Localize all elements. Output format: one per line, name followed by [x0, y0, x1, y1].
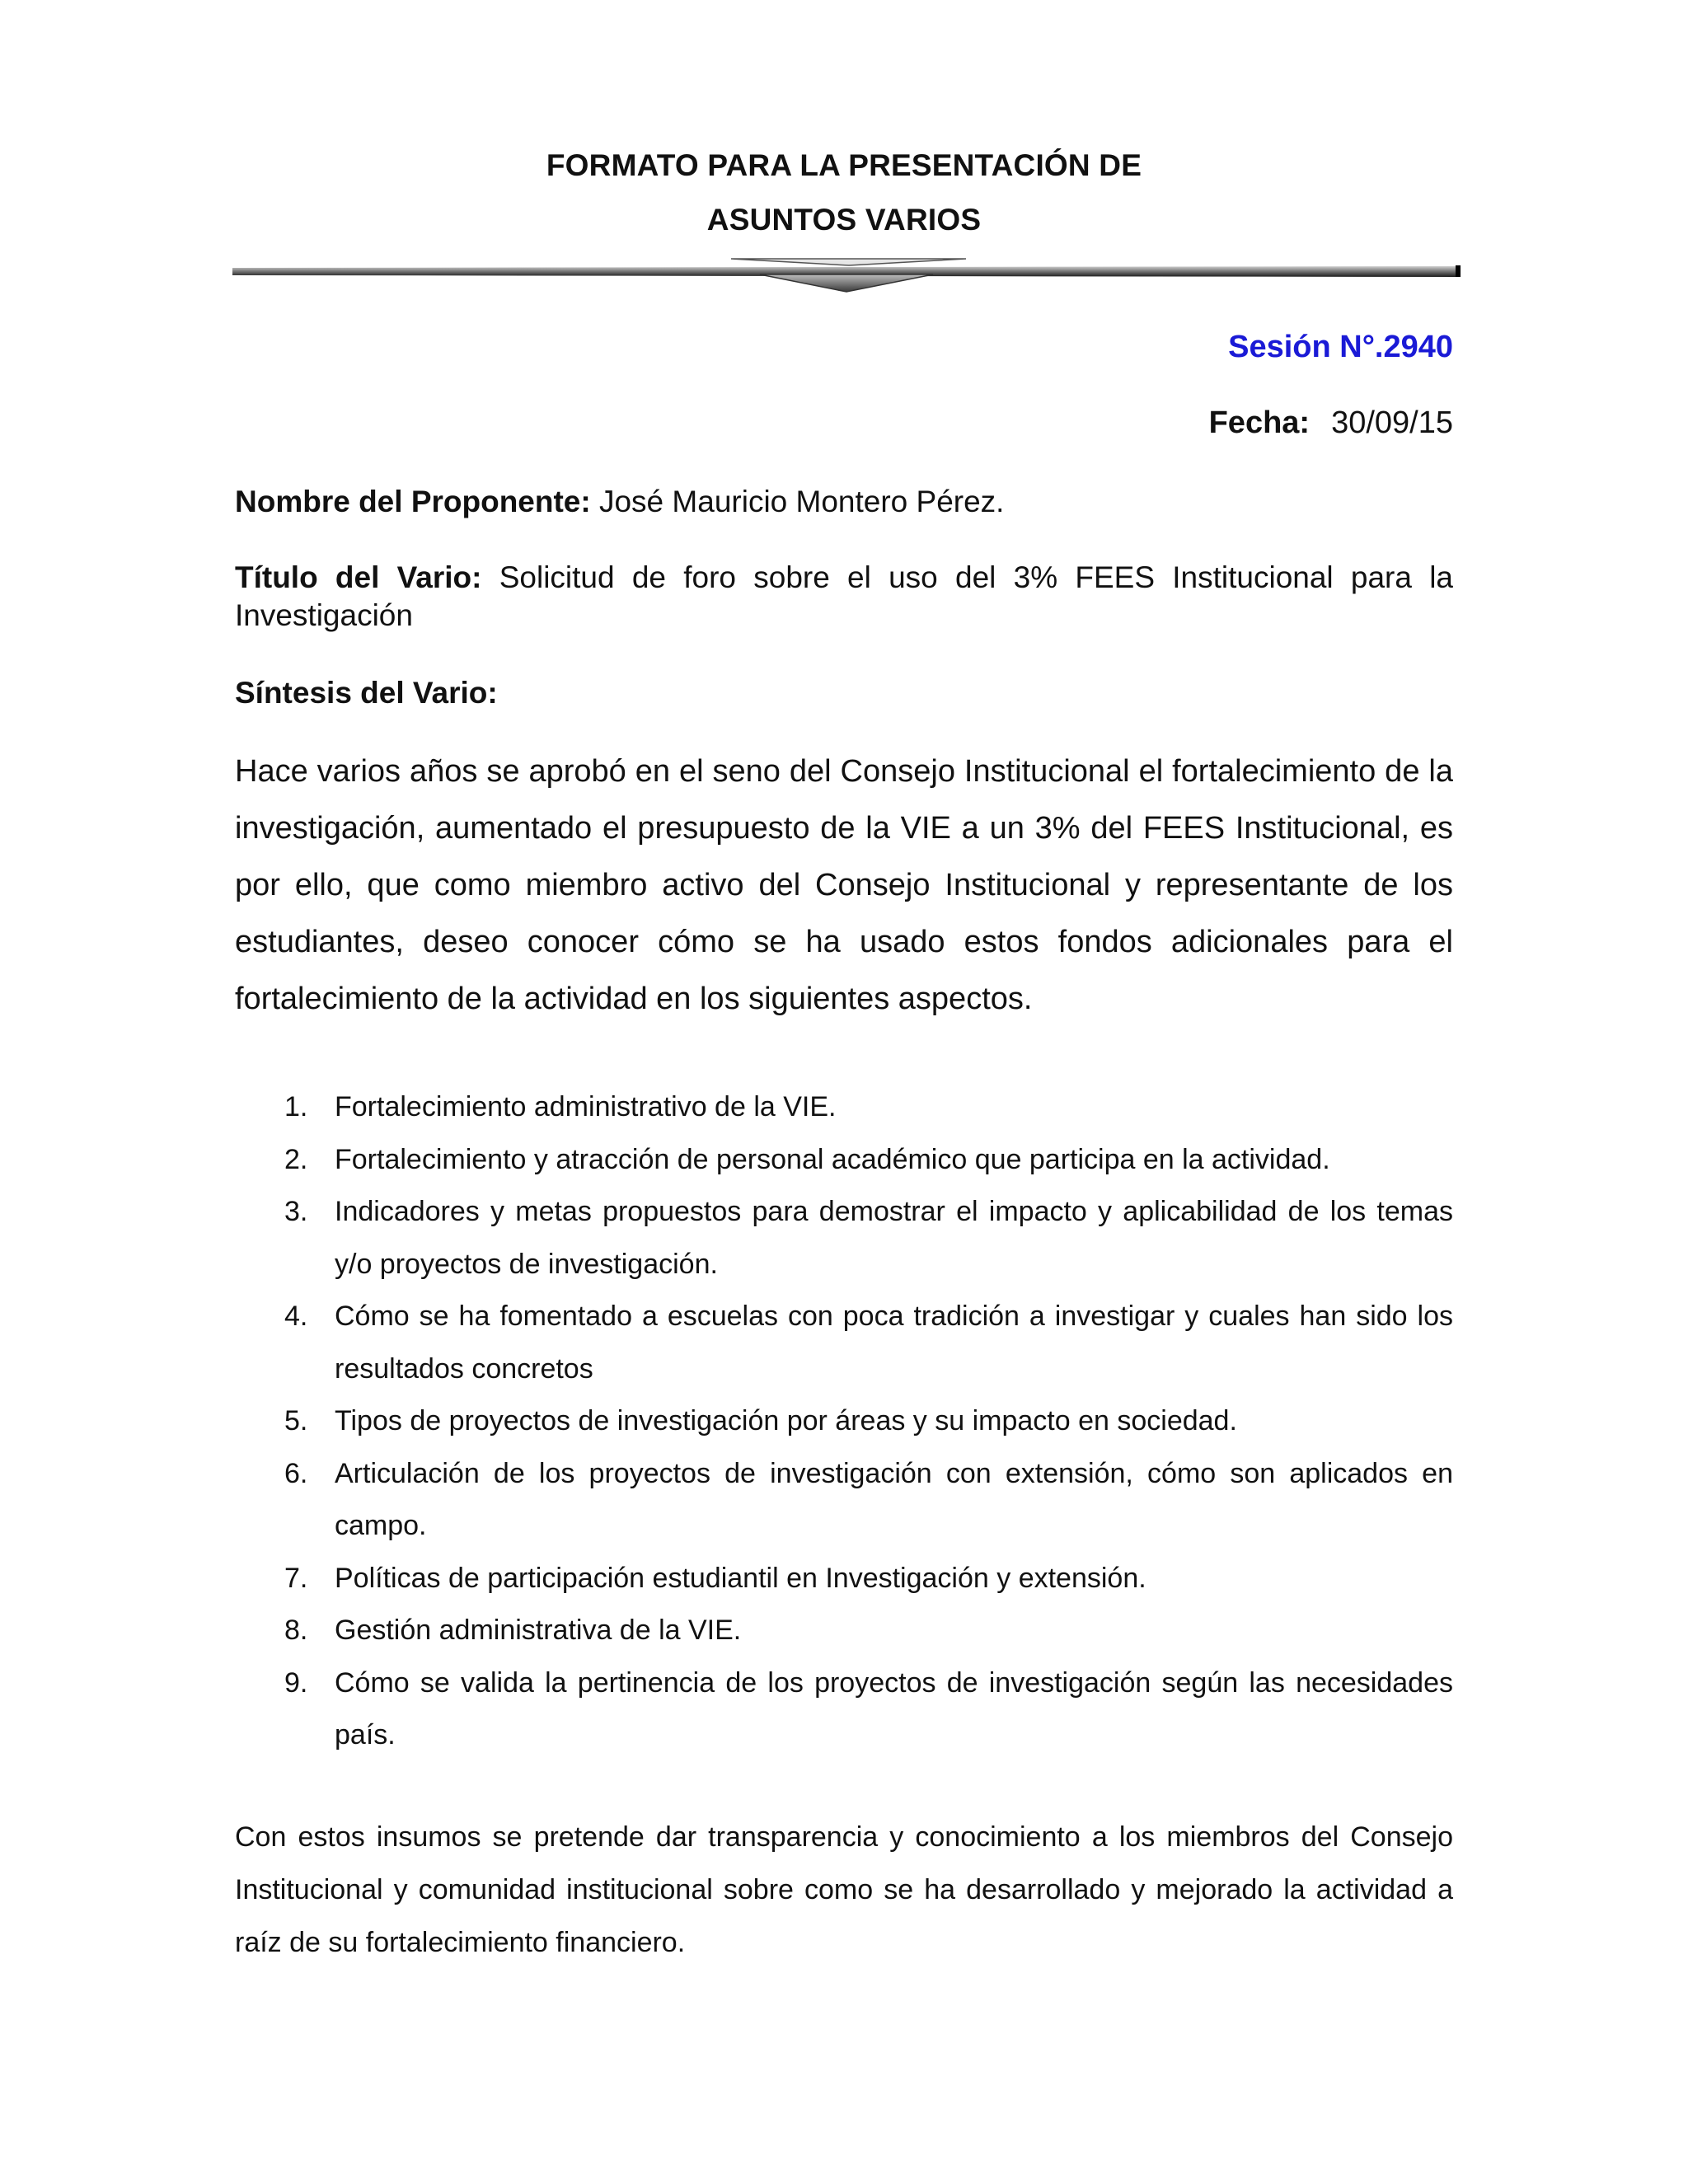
proponent-line	[235, 483, 1453, 521]
synthesis-paragraph: Hace varios años se aprobó en el seno del Consejo Institucional el fortalecimiento de la investigación, aumentado el presupuesto de la VIE a un 3% del FEES Institucional, es por ello, que como miembro activo del Consejo Institucional y representante de los estudiantes, deseo conocer cómo se ha usado estos fondos adicionales para el fortalecimiento de la actividad en los siguientes aspectos.	[235, 754, 1453, 1016]
list-item-text: Articulación de los proyectos de investigación con extensión, cómo son aplicados en campo.	[335, 1457, 1453, 1541]
date-label: Fecha:	[1208, 405, 1311, 440]
list-item	[235, 1448, 1453, 1553]
list-item	[235, 1134, 1453, 1187]
list-item-number: 1.	[284, 1091, 308, 1122]
session-number: Sesión N°.2940	[1228, 330, 1453, 364]
list-item	[235, 1186, 1453, 1291]
list-item-number: 2.	[284, 1143, 308, 1175]
proponent-label: Nombre del Proponente:	[235, 485, 591, 518]
list-item-number: 9.	[284, 1666, 308, 1699]
vario-title-line	[235, 559, 1453, 635]
synthesis-label: Síntesis del Vario:	[235, 676, 498, 710]
closing-paragraph: Con estos insumos se pretende dar transparencia y conocimiento a los miembros del Consejo Institucional y comunidad institucional sobre como se ha desarrollado y mejorado la actividad a raíz de su fortalecimiento financiero.	[235, 1821, 1453, 1958]
date-line	[1209, 405, 1453, 441]
vario-title-value: Solicitud de foro sobre el uso del 3% FEES Institucional para la Investigación	[235, 560, 1454, 632]
list-item-number: 3.	[284, 1196, 308, 1227]
synthesis-heading	[235, 674, 1453, 712]
list-item-number: 5.	[284, 1405, 308, 1436]
proponent-name: José Mauricio Montero Pérez.	[598, 485, 1005, 518]
list-item-text: Cómo se ha fomentado a escuelas con poca tradición a investigar y cuales han sido los resultados concretos	[335, 1301, 1453, 1385]
list-item-text: Fortalecimiento y atracción de personal académico que participa en la actividad.	[335, 1143, 1330, 1175]
list-item	[235, 1081, 1453, 1134]
list-item-text: Cómo se valida la pertinencia de los proyectos de investigación según las necesidades país.	[335, 1666, 1453, 1750]
list-item-text: Tipos de proyectos de investigación por áreas y su impacto en sociedad.	[335, 1405, 1237, 1436]
list-item-number: 7.	[284, 1562, 308, 1594]
list-item	[235, 1291, 1453, 1395]
list-item	[235, 1395, 1453, 1448]
document-title-line-2: ASUNTOS VARIOS	[706, 203, 982, 237]
list-item-number: 6.	[284, 1457, 308, 1489]
document-title-line-1: FORMATO PARA LA PRESENTACIÓN DE	[546, 148, 1142, 182]
list-item-text: Fortalecimiento administrativo de la VIE.	[335, 1091, 837, 1122]
list-item-number: 8.	[284, 1615, 308, 1646]
list-item-text: Gestión administrativa de la VIE.	[335, 1615, 742, 1646]
list-item-number: 4.	[284, 1301, 308, 1332]
date-value: 30/09/15	[1331, 405, 1453, 440]
list-item	[235, 1657, 1453, 1762]
decorative-divider	[232, 247, 1461, 297]
aspects-list	[235, 1081, 1453, 1762]
list-item-text: Indicadores y metas propuestos para demostrar el impacto y aplicabilidad de los temas y/o proyectos de investigación.	[335, 1196, 1453, 1280]
list-item	[235, 1553, 1453, 1605]
list-item-text: Políticas de participación estudiantil en Investigación y extensión.	[335, 1562, 1146, 1594]
vario-title-label: Título del Vario:	[235, 560, 482, 594]
list-item	[235, 1605, 1453, 1657]
